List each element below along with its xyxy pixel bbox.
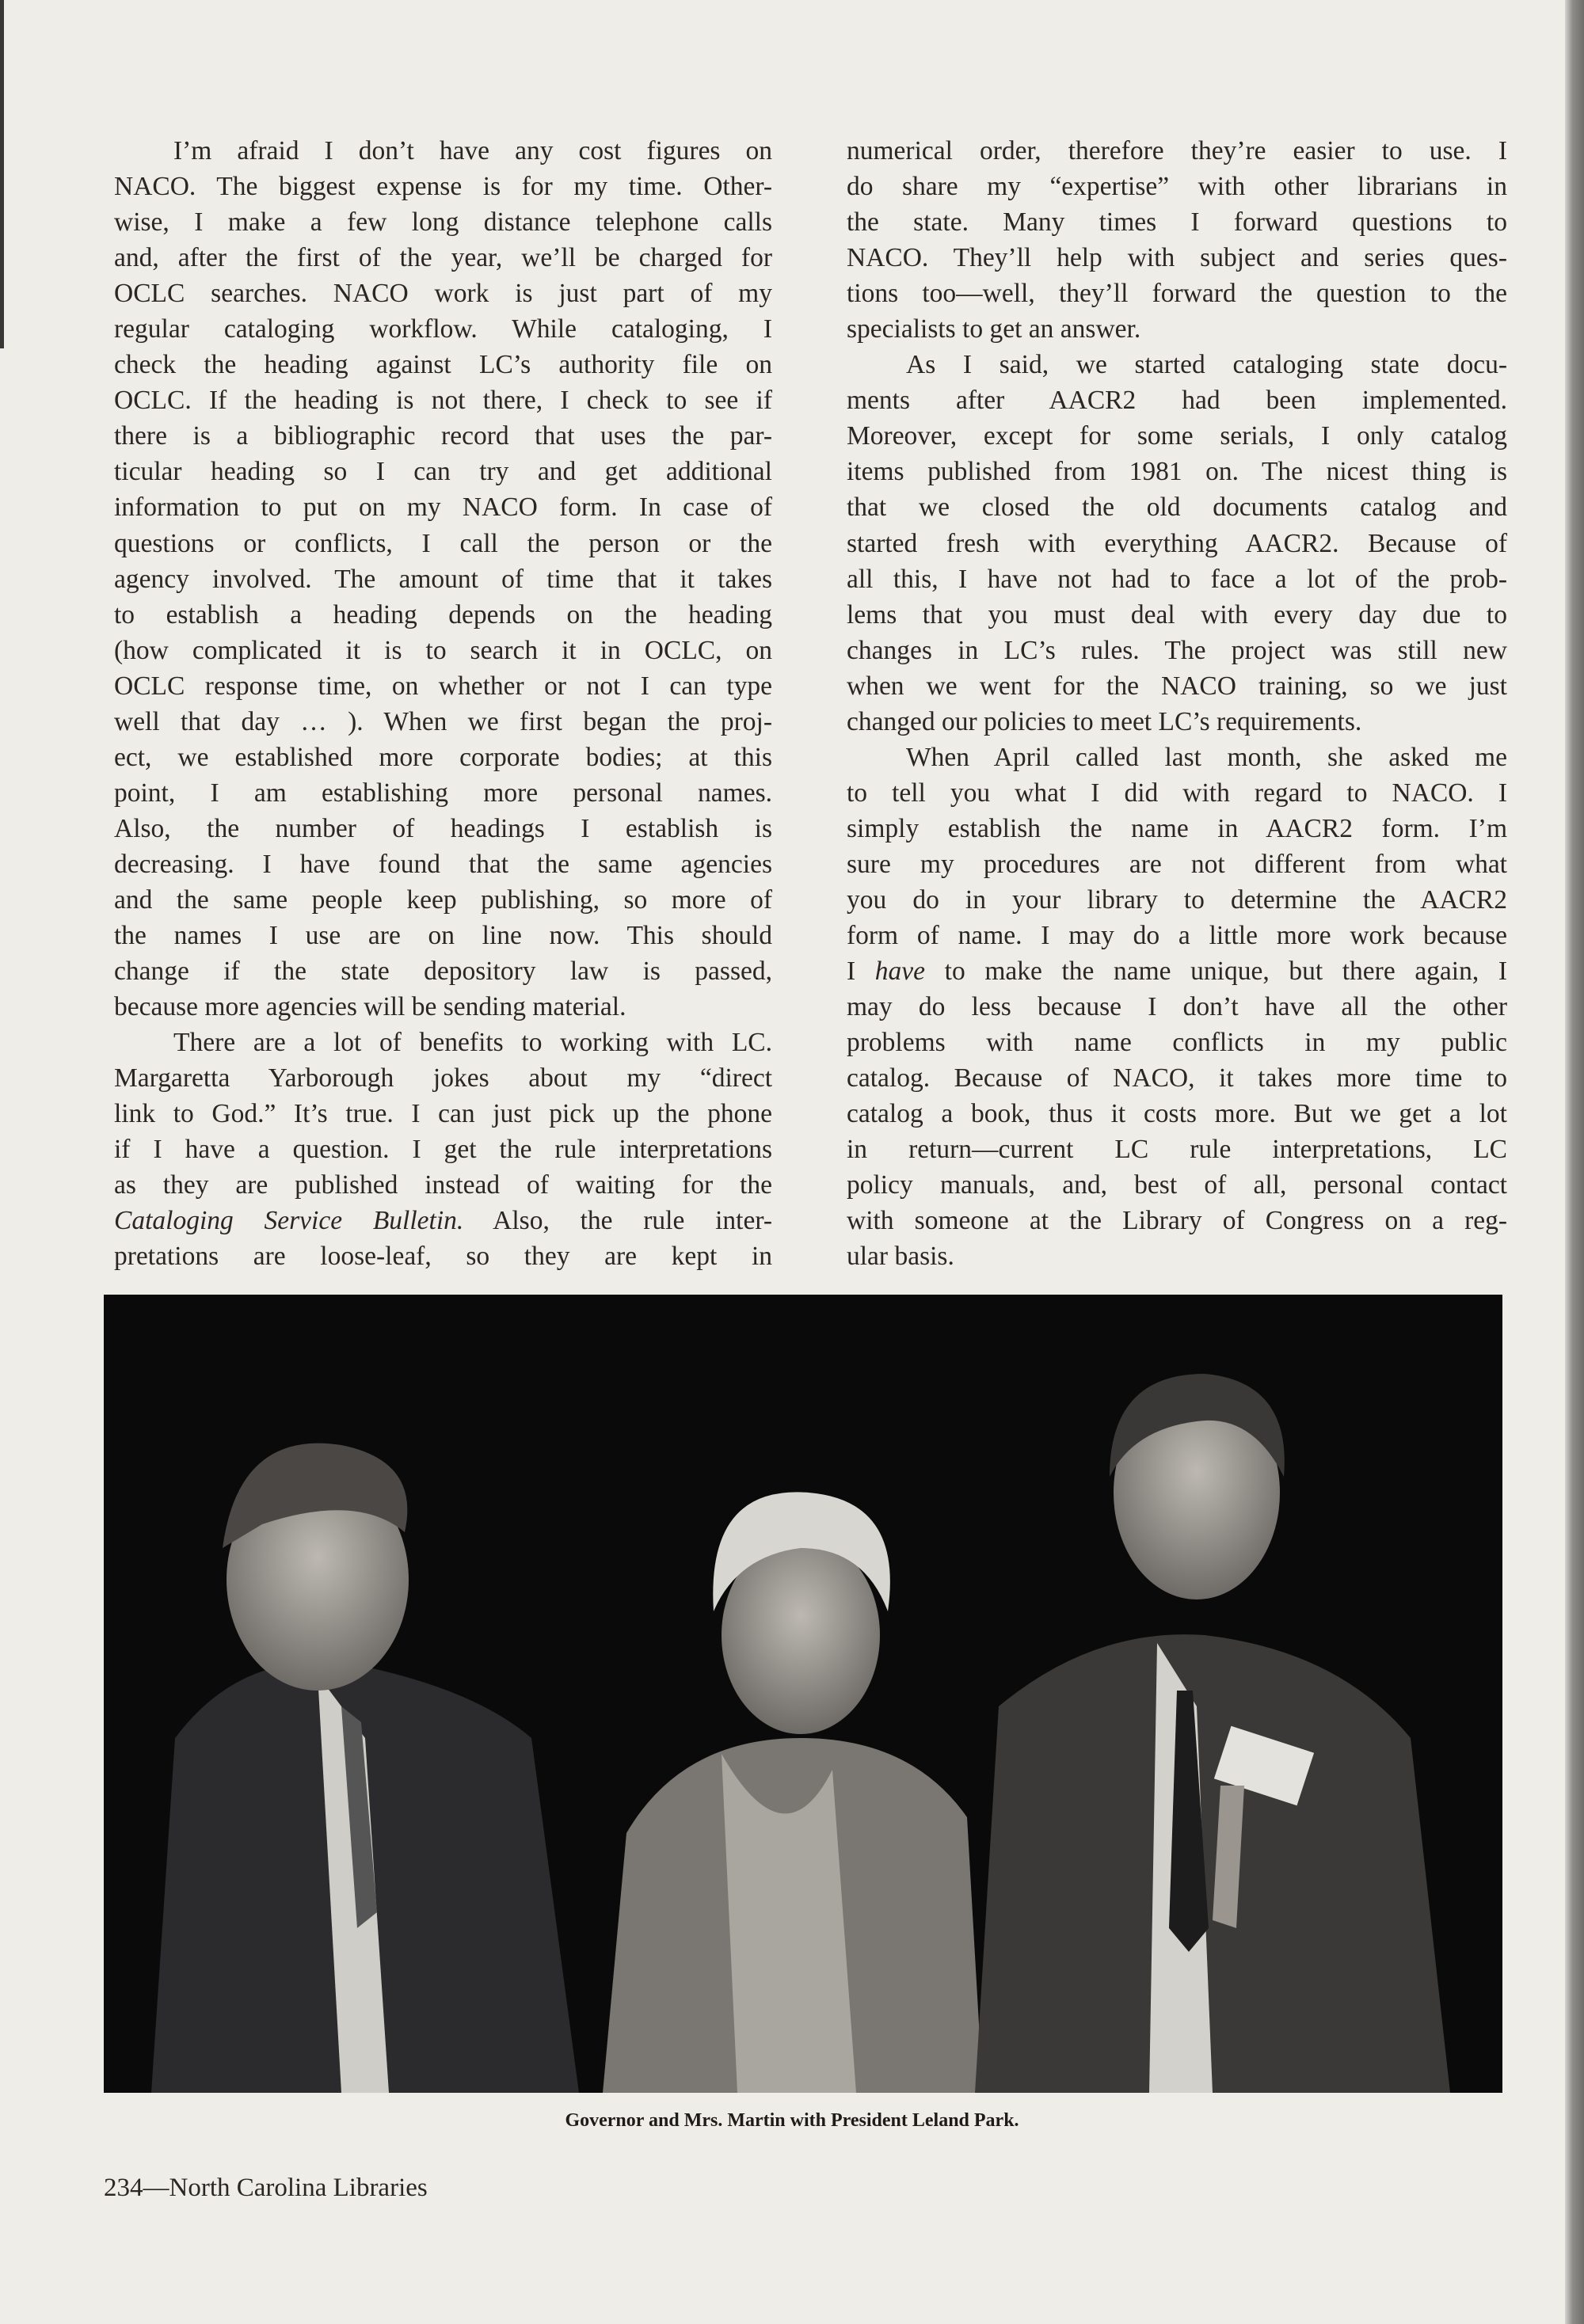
text-line xyxy=(847,953,1507,989)
text-line: (how complicated it is to search it in OCLC, on xyxy=(114,635,772,665)
page-edge-shadow xyxy=(0,0,4,348)
text-line: ticular heading so I can try and get additional xyxy=(114,457,772,487)
text-line: OCLC. If the heading is not there, I check to see if xyxy=(114,386,772,416)
text-line: I’m afraid I don’t have any cost figures on xyxy=(173,136,772,165)
photograph xyxy=(104,1295,1502,2093)
text-line: may do less because I don’t have all the other xyxy=(847,992,1507,1022)
text-line: change if the state depository law is passed, xyxy=(114,957,772,987)
text-line: decreasing. I have found that the same agencies xyxy=(114,849,772,879)
text-segment: Also, the rule inter- xyxy=(463,1206,772,1236)
text-line: policy manuals, and, best of all, personal contact xyxy=(847,1170,1507,1200)
photo-figures xyxy=(104,1295,1502,2093)
text-line: wise, I make a few long distance telephone calls xyxy=(114,207,772,238)
text-line: changed our policies to meet LC’s requirements. xyxy=(847,706,1362,736)
text-line: items published from 1981 on. The nicest thing is xyxy=(847,457,1507,487)
text-line: in return—current LC rule interpretations, LC xyxy=(847,1135,1507,1165)
text-line: point, I am establishing more personal names. xyxy=(114,778,772,808)
text-line: and the same people keep publishing, so more of xyxy=(114,884,772,915)
text-line: Also, the number of headings I establish is xyxy=(114,813,772,843)
text-line: NACO. The biggest expense is for my time. Other- xyxy=(114,172,772,202)
text-line xyxy=(114,1203,772,1238)
text-line: problems with name conflicts in my public xyxy=(847,1028,1507,1058)
text-line: catalog a book, thus it costs more. But we get a lot xyxy=(847,1099,1507,1129)
text-line: catalog. Because of NACO, it takes more time to xyxy=(847,1063,1507,1094)
text-line: well that day … ). When we first began the proj- xyxy=(114,706,772,736)
text-line: when we went for the NACO training, so we just xyxy=(847,671,1507,701)
text-line: changes in LC’s rules. The project was still new xyxy=(847,635,1507,665)
text-line: pretations are loose-leaf, so they are kept in xyxy=(114,1242,772,1272)
text-line: When April called last month, she asked me xyxy=(906,742,1507,772)
text-line: regular cataloging workflow. While cataloging, I xyxy=(114,314,772,344)
right-text-column xyxy=(847,133,1507,1275)
text-line: simply establish the name in AACR2 form. I’m xyxy=(847,813,1507,843)
text-line: ments after AACR2 had been implemented. xyxy=(847,386,1507,416)
text-line: all this, I have not had to face a lot of the prob- xyxy=(847,564,1507,594)
text-line: OCLC response time, on whether or not I can type xyxy=(114,671,772,701)
page-edge-shadow xyxy=(1565,0,1584,2324)
text-line: started fresh with everything AACR2. Because of xyxy=(847,528,1507,558)
text-line: questions or conflicts, I call the person or the xyxy=(114,528,772,558)
text-line: if I have a question. I get the rule interpretations xyxy=(114,1135,772,1165)
text-line: to establish a heading depends on the heading xyxy=(114,599,772,629)
text-line: NACO. They’ll help with subject and series ques- xyxy=(847,243,1507,273)
text-line: numerical order, therefore they’re easier to use. I xyxy=(847,136,1507,165)
text-line: do share my “expertise” with other librarians in xyxy=(847,172,1507,202)
left-text-column xyxy=(114,133,772,1275)
text-line: Moreover, except for some serials, I only catalog xyxy=(847,421,1507,451)
text-line: information to put on my NACO form. In case of xyxy=(114,493,772,523)
text-line: to tell you what I did with regard to NACO. I xyxy=(847,778,1507,808)
person-right-suit xyxy=(975,1634,1450,2093)
text-line: the names I use are on line now. This should xyxy=(114,921,772,951)
text-line: As I said, we started cataloging state docu- xyxy=(906,350,1507,380)
text-line: tions too—well, they’ll forward the question to the xyxy=(847,279,1507,309)
text-line: you do in your library to determine the AACR2 xyxy=(847,884,1507,915)
text-line: agency involved. The amount of time that it takes xyxy=(114,564,772,594)
text-line: as they are published instead of waiting for the xyxy=(114,1170,772,1200)
text-line: specialists to get an answer. xyxy=(847,314,1141,344)
text-line: sure my procedures are not different from what xyxy=(847,849,1507,879)
text-segment: I xyxy=(847,957,875,987)
text-line: because more agencies will be sending material. xyxy=(114,992,626,1022)
text-line: there is a bibliographic record that uses the par- xyxy=(114,421,772,451)
text-line: link to God.” It’s true. I can just pick up the phone xyxy=(114,1099,772,1129)
text-line: ect, we established more corporate bodies; at this xyxy=(114,742,772,772)
page-footer: 234—North Carolina Libraries xyxy=(104,2174,428,2202)
text-line: Margaretta Yarborough jokes about my “direct xyxy=(114,1063,772,1094)
text-line: the state. Many times I forward questions to xyxy=(847,207,1507,238)
text-line: and, after the first of the year, we’ll be charged for xyxy=(114,243,772,273)
italic-text: Cataloging Service Bulletin. xyxy=(114,1206,464,1236)
text-line: with someone at the Library of Congress on a reg- xyxy=(847,1206,1507,1236)
text-segment: to make the name unique, but there again, I xyxy=(925,957,1508,987)
text-line: ular basis. xyxy=(847,1242,954,1272)
italic-text: have xyxy=(874,957,926,987)
photo-caption: Governor and Mrs. Martin with President Leland Park. xyxy=(565,2110,1019,2131)
text-line: that we closed the old documents catalog and xyxy=(847,493,1507,523)
text-line: There are a lot of benefits to working with LC. xyxy=(173,1028,772,1058)
text-line: form of name. I may do a little more work because xyxy=(847,921,1507,951)
text-line: OCLC searches. NACO work is just part of my xyxy=(114,279,772,309)
text-line: check the heading against LC’s authority file on xyxy=(114,350,772,380)
text-line: lems that you must deal with every day due to xyxy=(847,599,1507,629)
